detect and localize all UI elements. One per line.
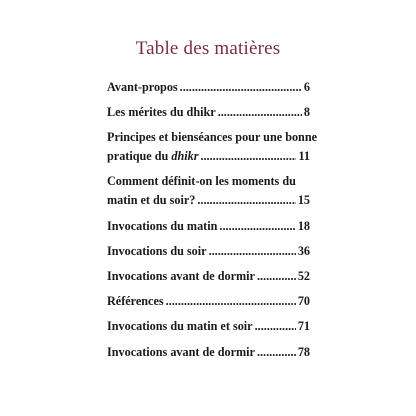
toc-leader-dots: [180, 78, 302, 97]
toc-entry[interactable]: [107, 217, 310, 236]
toc-leader-dots: [257, 343, 296, 362]
toc-leader-dots: [255, 317, 296, 336]
toc-page-number: 71: [297, 319, 310, 333]
toc-page-number: 78: [297, 345, 310, 359]
toc-entry-label: Avant-propos: [107, 80, 178, 94]
toc-entry[interactable]: [107, 103, 310, 122]
toc-page-number: 8: [303, 105, 310, 119]
toc-page-number: 18: [297, 219, 310, 233]
toc-entry[interactable]: [107, 242, 310, 261]
toc-entry-label: Invocations du soir: [107, 244, 207, 258]
toc-leader-dots: [166, 292, 296, 311]
toc-entry[interactable]: [107, 343, 310, 362]
toc-entry-label: Invocations du matin et soir: [107, 319, 253, 333]
toc-entry-label: Invocations avant de dormir: [107, 345, 255, 359]
toc-entry-label: Références: [107, 294, 164, 308]
toc-entry-label-line: Principes et bienséances pour une bonne: [107, 130, 318, 144]
toc-entry-label: pratique du: [107, 149, 172, 163]
toc-entry-label: matin et du soir?: [107, 193, 196, 207]
toc-leader-dots: [257, 267, 296, 286]
toc-entry[interactable]: [107, 267, 310, 286]
toc-page-number: 52: [297, 269, 310, 283]
toc-entry-label: Les mérites du dhikr: [107, 105, 216, 119]
toc-entry-label-italic: dhikr: [171, 149, 199, 163]
toc-page-number: 15: [297, 193, 310, 207]
toc-page-number: 11: [298, 149, 310, 163]
toc-entry-label: Invocations avant de dormir: [107, 269, 255, 283]
toc-leader-dots: [219, 217, 295, 236]
toc-entry[interactable]: [107, 78, 310, 97]
toc-page-number: 36: [297, 244, 310, 258]
toc-page-number: 70: [297, 294, 310, 308]
toc-page-number: 6: [303, 80, 310, 94]
toc-entry-label: Invocations du matin: [107, 219, 218, 233]
toc-entry[interactable]: [107, 292, 310, 311]
page-title: Table des matières: [135, 38, 281, 59]
toc-leader-dots: [209, 242, 296, 261]
toc-entry[interactable]: [107, 317, 310, 336]
toc-leader-dots: [200, 147, 296, 166]
toc-entry[interactable]: [107, 172, 310, 210]
toc-entry-label-line: Comment définit-on les moments du: [107, 174, 296, 188]
toc-leader-dots: [197, 191, 295, 210]
toc-leader-dots: [218, 103, 302, 122]
toc-entry[interactable]: [107, 128, 318, 166]
